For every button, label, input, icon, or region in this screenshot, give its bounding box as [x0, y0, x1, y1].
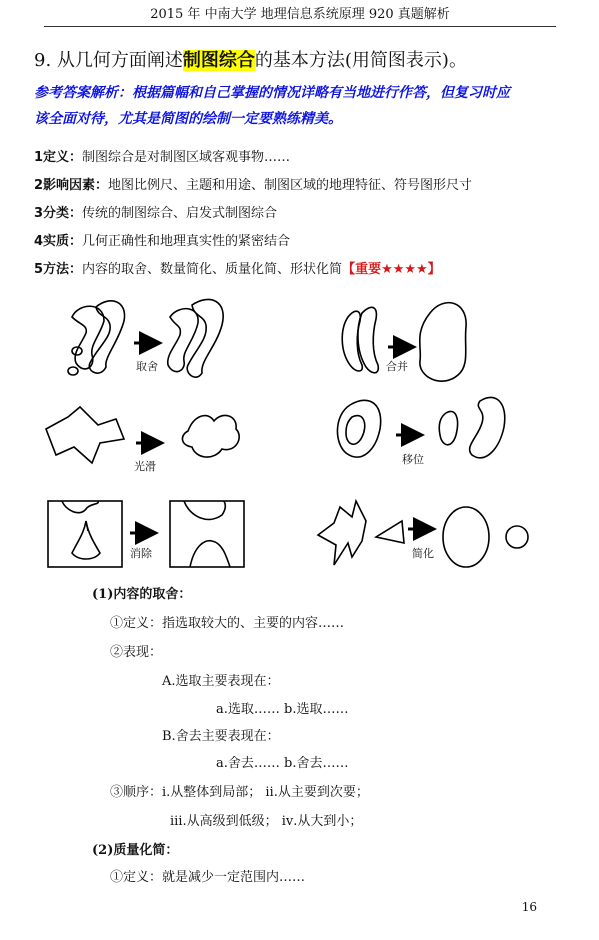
answer-line-2: 该全面对待，尤其是简图的绘制一定要熟练精美。	[34, 111, 342, 127]
question-prefix: 9. 从几何方面阐述	[34, 50, 183, 71]
point-label: 5方法：	[34, 262, 83, 277]
point-essence	[34, 230, 290, 249]
selection-a-items: a.选取…… b.选取……	[216, 702, 349, 717]
smooth-before-shape	[46, 407, 124, 463]
point-text: 地图比例尺、主题和用途、制图区域的地理特征、符号图形尺寸	[108, 178, 473, 193]
importance-tag: 【重要★★★★】	[342, 262, 441, 277]
point-label: 2影响因素：	[34, 178, 109, 193]
point-text: 制图综合是对制图区域客观事物……	[82, 150, 291, 165]
point-label: 4实质：	[34, 234, 83, 249]
selection-after-shape	[168, 299, 223, 377]
simplify-before-shape	[318, 501, 366, 565]
selection-b-title: B.舍去主要表现在：	[162, 729, 280, 744]
point-factors	[34, 174, 472, 193]
point-text: 传统的制图综合、启发式制图综合	[82, 206, 278, 221]
point-text: 几何正确性和地理真实性的紧密结合	[82, 234, 291, 249]
generalization-diagram	[0, 295, 599, 575]
question-title	[34, 46, 467, 72]
answer-analysis	[34, 80, 554, 132]
simplify-circle-large	[443, 507, 489, 567]
label-shift: 移位	[402, 453, 424, 466]
answer-line-1: 参考答案解析：根据篇幅和自己掌握的情况详略有当地进行作答，但复习时应	[34, 85, 510, 101]
point-classification	[34, 202, 277, 221]
point-label: 3分类：	[34, 206, 83, 221]
label-smooth: 光滑	[134, 460, 156, 473]
point-label: 1定义：	[34, 150, 83, 165]
question-highlight: 制图综合	[182, 50, 255, 71]
selection-expression: ②表现：	[110, 645, 163, 660]
label-selection: 取舍	[136, 360, 158, 373]
question-suffix: 的基本方法(用简图表示)。	[254, 50, 467, 71]
merge-before-shape	[342, 307, 378, 372]
simplify-triangle-shape	[376, 521, 404, 543]
point-methods	[34, 258, 441, 277]
point-text: 内容的取舍、数量简化、质量化简、形状化简	[82, 262, 343, 277]
selection-order-2: ⅲ.从高级到低级； ⅳ.从大到小；	[170, 814, 363, 829]
smooth-after-shape	[182, 415, 239, 457]
page-header: 2015 年 中南大学 地理信息系统原理 920 真题解析	[44, 4, 556, 27]
simplify-circle-small	[506, 526, 528, 548]
page-number: 16	[521, 900, 537, 914]
shift-before-shape	[337, 400, 380, 457]
label-simplify: 简化	[412, 547, 434, 560]
selection-order-1: ③顺序：ⅰ.从整体到局部； ⅱ.从主要到次要；	[110, 785, 369, 800]
point-definition	[34, 146, 290, 165]
selection-a-title: A.选取主要表现在：	[162, 674, 280, 689]
eliminate-after-shape	[170, 501, 244, 567]
selection-b-items: a.舍去…… b.舍去……	[216, 756, 349, 771]
eliminate-before-shape	[48, 501, 122, 567]
selection-before-shape	[68, 301, 125, 375]
merge-after-shape	[420, 303, 466, 382]
selection-definition: ①定义：指选取较大的、主要的内容……	[110, 616, 345, 631]
quality-definition: ①定义：就是减少一定范围内……	[110, 870, 306, 885]
section-quality-title: (2)质量化简：	[92, 843, 179, 858]
shift-after-shape	[439, 397, 505, 457]
section-selection-title: (1)内容的取舍：	[92, 587, 192, 602]
label-eliminate: 消除	[130, 547, 152, 560]
label-merge: 合并	[386, 360, 408, 373]
